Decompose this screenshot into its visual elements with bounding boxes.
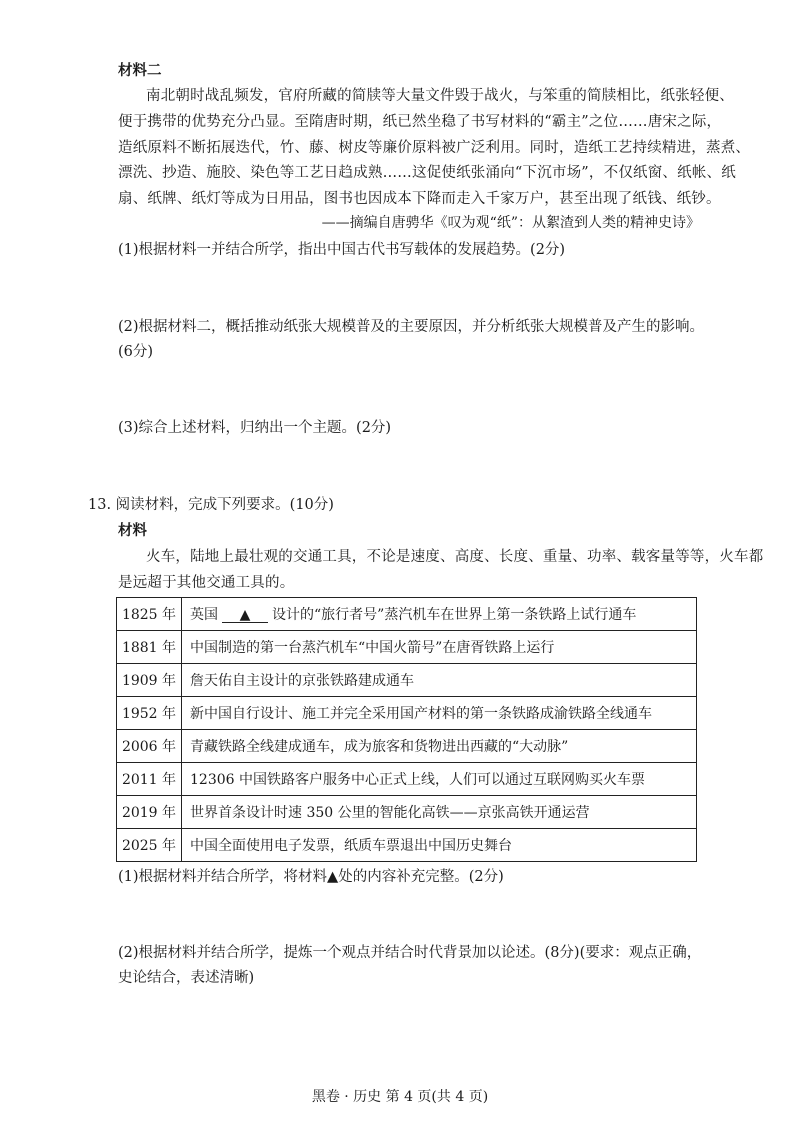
material2-line-1: 南北朝时战乱频发，官府所藏的简牍等大量文件毁于战火，与笨重的简牍相比，纸张轻便、 [146, 88, 734, 104]
table-row [117, 763, 697, 796]
table-row [117, 829, 697, 862]
q13-intro-line1: 火车，陆地上最壮观的交通工具，不论是速度、高度、长度、重量、功率、载客量等等，火车都 [146, 549, 764, 565]
table-row [117, 631, 697, 664]
event-cell: 12306 中国铁路客户服务中心正式上线，人们可以通过互联网购买火车票 [182, 763, 697, 796]
q12-sub2-line1: (2)根据材料二，概括推动纸张大规模普及的主要原因，并分析纸张大规模普及产生的影响。 [118, 319, 705, 335]
event-cell: 青藏铁路全线建成通车，成为旅客和货物进出西藏的“大动脉” [182, 730, 697, 763]
table-row [117, 697, 697, 730]
table-row [117, 664, 697, 697]
q13-sub2-line2: 史论结合，表述清晰) [118, 970, 255, 986]
material2-line-3: 造纸原料不断拓展迭代，竹、藤、树皮等廉价原料被广泛利用。同时，造纸工艺持续精进，蒸煮、 [118, 140, 751, 156]
q13-sub2-line1: (2)根据材料并结合所学，提炼一个观点并结合时代背景加以论述。(8分)(要求：观点正确， [118, 945, 702, 961]
year-cell: 1881 年 [117, 631, 182, 664]
year-cell: 2011 年 [117, 763, 182, 796]
year-cell: 1909 年 [117, 664, 182, 697]
table-row [117, 598, 697, 631]
event-cell [182, 598, 697, 631]
material2-line-4: 漂洗、抄造、施胶、染色等工艺日趋成熟……这促使纸张涌向“下沉市场”，不仅纸窗、纸帐、纸 [118, 165, 736, 181]
event-cell: 詹天佑自主设计的京张铁路建成通车 [182, 664, 697, 697]
railway-timeline-table [116, 597, 697, 862]
year-cell: 1825 年 [117, 598, 182, 631]
material2-line-5: 扇、纸牌、纸灯等成为日用品，图书也因成本下降而走入千家万户，甚至出现了纸钱、纸钞。 [118, 191, 721, 207]
year-cell: 2019 年 [117, 796, 182, 829]
table-row [117, 730, 697, 763]
q13-intro-line2: 是远超于其他交通工具的。 [118, 575, 295, 591]
q12-sub2-line2: (6分) [118, 344, 154, 360]
event-cell: 新中国自行设计、施工并完全采用国产材料的第一条铁路成渝铁路全线通车 [182, 697, 697, 730]
material2-source: ——摘编自唐骋华《叹为观“纸”：从絮渣到人类的精神史诗》 [321, 215, 700, 231]
event-prefix: 英国 [190, 607, 218, 623]
q13-sub1: (1)根据材料并结合所学，将材料▲处的内容补充完整。(2分) [118, 869, 504, 885]
q13-material-heading: 材料 [118, 522, 147, 539]
q12-sub3: (3)综合上述材料，归纳出一个主题。(2分) [118, 420, 392, 436]
event-suffix: 设计的“旅行者号”蒸汽机车在世界上第一条铁路上试行通车 [272, 607, 637, 623]
material2-heading: 材料二 [118, 62, 162, 79]
event-cell: 中国制造的第一台蒸汽机车“中国火箭号”在唐胥铁路上运行 [182, 631, 697, 664]
q12-sub1: (1)根据材料一并结合所学，指出中国古代书写载体的发展趋势。(2分) [118, 242, 566, 258]
year-cell: 1952 年 [117, 697, 182, 730]
triangle-marker: ▲ [239, 607, 251, 623]
event-cell: 世界首条设计时速 350 公里的智能化高铁——京张高铁开通运营 [182, 796, 697, 829]
year-cell: 2006 年 [117, 730, 182, 763]
material2-line-2: 便于携带的优势充分凸显。至隋唐时期，纸已然坐稳了书写材料的“霸主”之位……唐宋之际， [118, 114, 722, 130]
event-cell: 中国全面使用电子发票，纸质车票退出中国历史舞台 [182, 829, 697, 862]
q13-title: 13. 阅读材料，完成下列要求。(10分) [88, 497, 334, 513]
page-footer: 黑卷 · 历史 第 4 页(共 4 页) [311, 1089, 489, 1105]
year-cell: 2025 年 [117, 829, 182, 862]
fill-in-blank [222, 608, 268, 623]
table-row [117, 796, 697, 829]
